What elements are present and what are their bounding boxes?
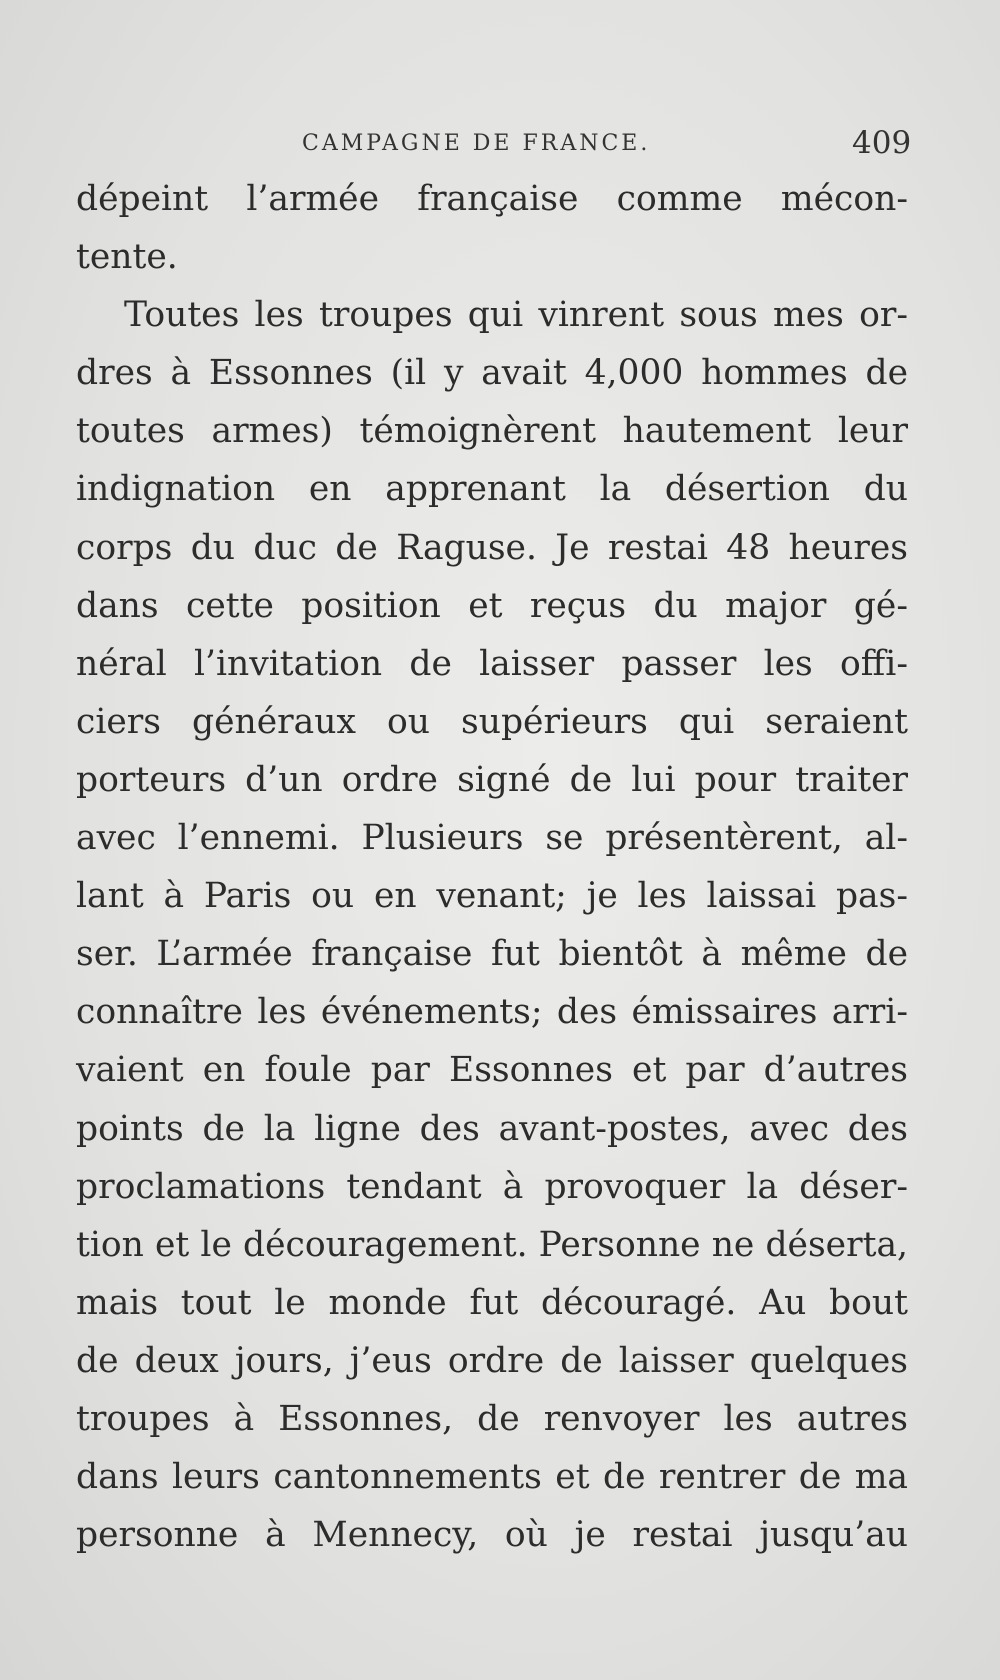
text-line: mais tout le monde fut découragé. Au bout [76,1282,908,1323]
text-line: néral l’invitation de laisser passer les offi- [76,643,908,684]
text-line: personne à Mennecy, où je restai jusqu’au [76,1515,908,1556]
text-line: Toutes les troupes qui vinrent sous mes or- [124,295,908,336]
text-line: toutes armes) témoignèrent hautement leur [76,411,908,452]
page-number: 409 [852,125,912,161]
text-line: avec l’ennemi. Plusieurs se présentèrent, al- [76,818,908,859]
text-line: porteurs d’un ordre signé de lui pour traiter [76,759,908,800]
text-line: lant à Paris ou en venant; je les laissai pas- [76,876,908,917]
text-line: dres à Essonnes (il y avait 4,000 hommes de [76,353,908,394]
text-line: ciers généraux ou supérieurs qui seraient [76,701,908,742]
text-line: proclamations tendant à provoquer la déser- [76,1166,908,1207]
text-line: dans cette position et reçus du major gé- [76,585,908,626]
text-line: dans leurs cantonnements et de rentrer de ma [76,1457,908,1498]
text-line: indignation en apprenant la désertion du [76,469,908,510]
text-line: ser. L’armée française fut bientôt à même de [76,934,908,975]
text-line: troupes à Essonnes, de renvoyer les autres [76,1398,908,1439]
running-head [0,125,1000,165]
text-line: corps du duc de Raguse. Je restai 48 heures [76,527,908,568]
text-line: dépeint l’armée française comme mécon- [76,179,908,219]
text-line: tente. [76,237,178,278]
body-text [76,170,908,1564]
text-line: points de la ligne des avant-postes, avec des [76,1108,908,1149]
text-line: vaient en foule par Essonnes et par d’autres [76,1050,908,1091]
text-line: de deux jours, j’eus ordre de laisser quelques [76,1340,908,1381]
running-head-title: CAMPAGNE DE FRANCE. [302,131,651,156]
text-line: connaître les événements; des émissaires arri- [76,992,908,1033]
text-line: tion et le découragement. Personne ne déserta, [76,1224,908,1265]
